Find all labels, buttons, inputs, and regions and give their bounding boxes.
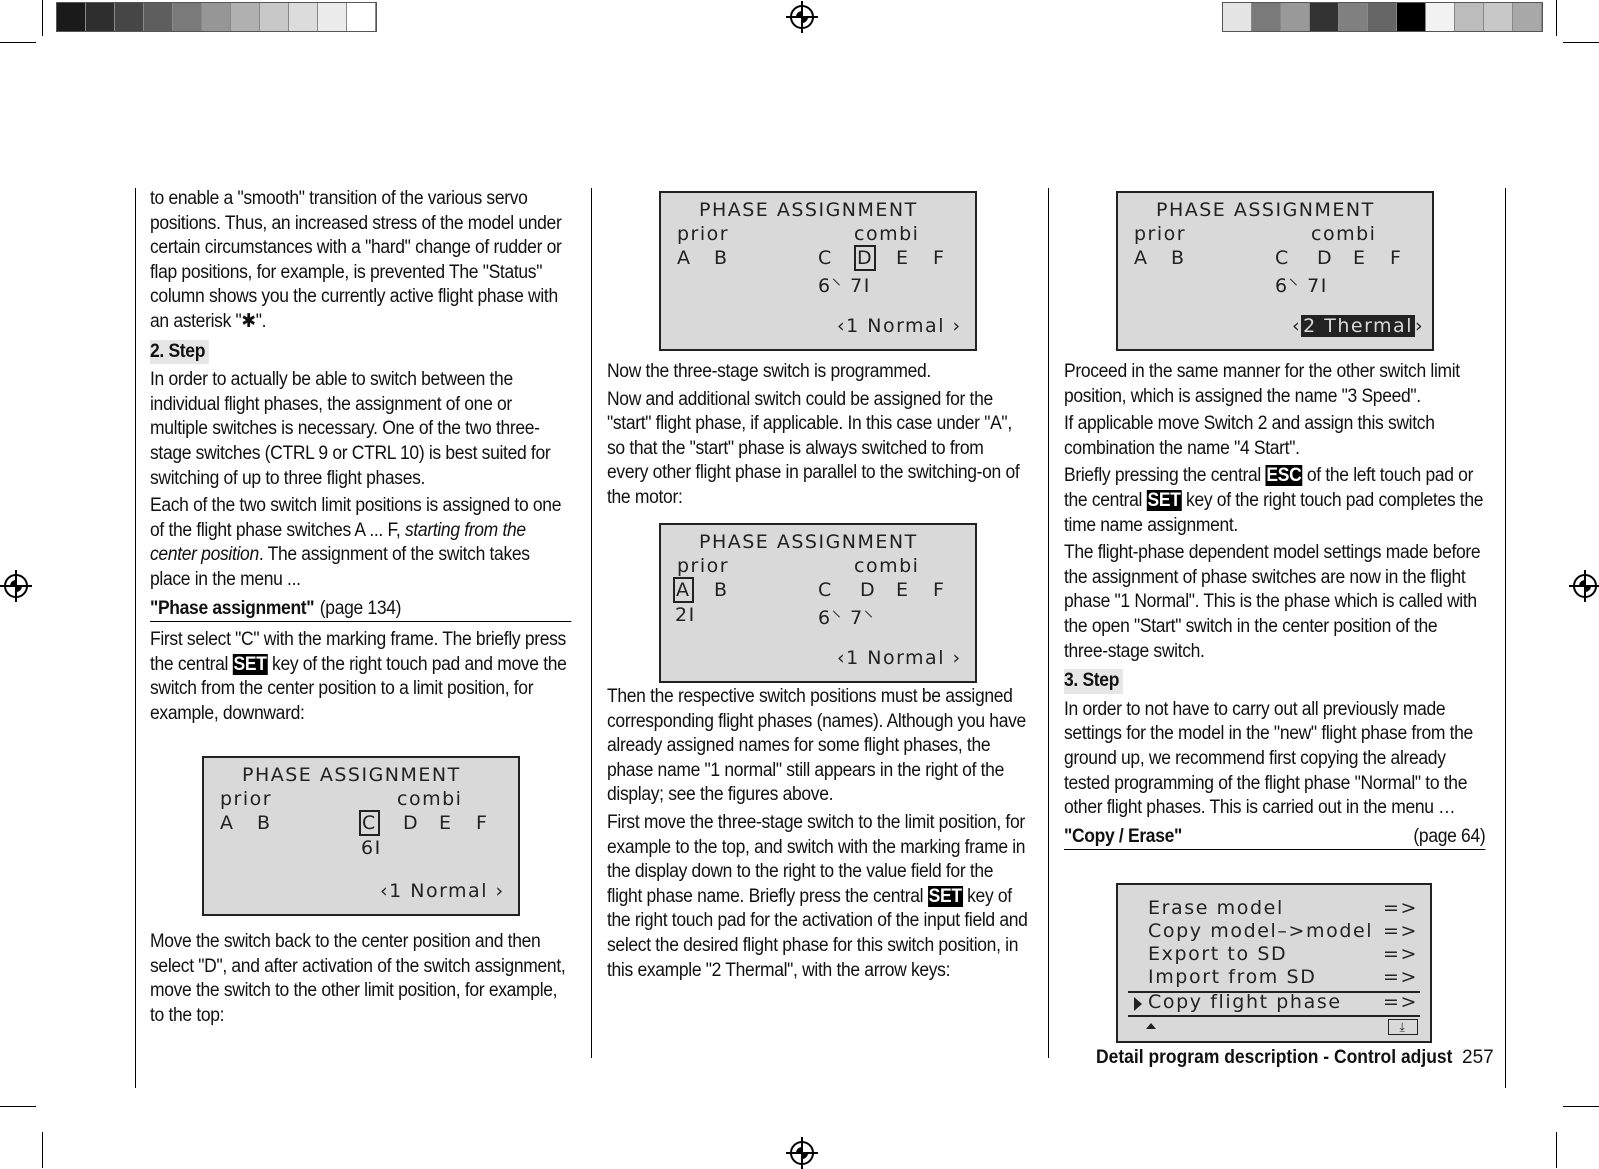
color-swatch [1368, 3, 1397, 31]
step-heading: 3. Step [1064, 669, 1123, 694]
column-rule [1048, 188, 1049, 1058]
set-key-label: SET [928, 885, 962, 907]
paragraph: Briefly pressing the central ESC of the left touch pad or the central SET key of the right touch pad completes the time name assignment. [1064, 465, 1484, 536]
column-3 [1064, 360, 1485, 856]
column-1-bottom [150, 930, 571, 1031]
crop-mark [42, 1132, 43, 1168]
crop-mark [0, 42, 36, 43]
color-bar-left [56, 2, 377, 32]
registration-mark-icon [4, 574, 28, 598]
registration-mark-icon [790, 5, 814, 29]
column-2-bottom [607, 685, 1028, 986]
menu-reference: "Copy / Erase" (page 64) [1064, 825, 1485, 851]
color-swatch [260, 3, 289, 31]
phase-assignment-display: PHASE ASSIGNMENT prior combi A B C D E F 6⸌ 7I ‹1 Normal › [659, 191, 977, 351]
color-swatch [1397, 3, 1426, 31]
color-swatch [1455, 3, 1484, 31]
paragraph: Proceed in the same manner for the other switch limit position, which is assigned the name "3 Speed". [1064, 361, 1460, 407]
paragraph: Move the switch back to the center position and then select "D", and after activation of the switch assignment, move the switch to the other limit position, for example, to the top: [150, 931, 566, 1026]
color-swatch [1223, 3, 1252, 31]
phase-name-field: ‹1 Normal › [380, 880, 505, 902]
column-2 [607, 360, 1028, 514]
paragraph: The flight-phase dependent model settings made before the assignment of phase switches are now in the flight phase "1 Normal". This is the phase which is called with the open "Start" switch in the center position of the three-stage switch. [1064, 542, 1481, 662]
paragraph: In order to not have to carry out all previously made settings for the model in the "new" flight phase from the ground up, we recommend first copying the already tested programming of the flight phase "Normal" to the other flight phases. This is carried out in the menu … [1064, 698, 1473, 819]
menu-item-copy-model: Copy model–>model => [1148, 920, 1418, 942]
color-swatch [347, 3, 376, 31]
crop-mark [1563, 1106, 1599, 1107]
paragraph: First select "C" with the marking frame. The briefly press the central SET key of the right touch pad and move the switch from the center position to a limit position, for example, downward: [150, 629, 567, 724]
paragraph: Then the respective switch positions must be assigned corresponding flight phases (names). Although you have already assigned names for some flight phases, the phase name "1 normal" still appears in the right of the display; see the figures above. [607, 686, 1026, 806]
menu-item-copy-flight-phase: Copy flight phase => [1148, 991, 1418, 1013]
color-swatch [1426, 3, 1455, 31]
scroll-end-icon: ⤓ [1388, 1019, 1418, 1035]
copy-erase-menu-display [1116, 883, 1432, 1043]
page-number: 257 [1462, 1047, 1494, 1068]
prior-label: prior [220, 788, 273, 810]
paragraph: Now the three-stage switch is programmed. [607, 361, 931, 382]
combi-label: combi [397, 788, 463, 810]
crop-mark [1556, 0, 1557, 36]
paragraph: Now and additional switch could be assigned for the "start" flight phase, if applicable. In this case under "A", so that the "start" phase is always switched to from every other flight phase in parallel to the switching-on of the motor: [607, 388, 1020, 508]
paragraph: Each of the two switch limit positions is assigned to one of the flight phase switches A ... F, starting from the center position. The assignment of the switch takes place in the menu ... [150, 495, 562, 590]
selection-cursor-icon [1134, 997, 1142, 1011]
phase-name-field: ‹ 2 Thermal › [1292, 315, 1425, 337]
crop-mark [0, 1106, 36, 1107]
selected-switch: D [857, 247, 874, 269]
color-bar-right [1222, 2, 1543, 32]
menu-item-import-sd: Import from SD => [1148, 966, 1418, 988]
registration-mark-icon [1573, 574, 1597, 598]
display-title: PHASE ASSIGNMENT [242, 764, 461, 786]
menu-item-erase-model: Erase model => [1148, 897, 1418, 919]
color-swatch [173, 3, 202, 31]
menu-reference: "Phase assignment" (page 134) [150, 597, 571, 623]
crop-mark [1556, 1132, 1557, 1168]
color-swatch [318, 3, 347, 31]
esc-key-label: ESC [1266, 465, 1302, 487]
column-rule [1505, 188, 1506, 1088]
footer-section-title: Detail program description - Control adjust [1096, 1047, 1453, 1068]
set-key-label: SET [233, 653, 267, 675]
color-swatch [202, 3, 231, 31]
phase-assignment-display: PHASE ASSIGNMENT prior combi A B C D E F 2I 6⸌ 7⸌ ‹1 Normal › [659, 523, 977, 683]
paragraph: If applicable move Switch 2 and assign this switch combination the name "4 Start". [1064, 413, 1435, 459]
paragraph: In order to actually be able to switch between the individual flight phases, the assignment of one or multiple switches is necessary. One of the two three-stage switches (CTRL 9 or CTRL 10) is best suited for switching of up to three flight phases. [150, 369, 551, 489]
selected-switch: A [676, 579, 691, 601]
color-swatch [1513, 3, 1542, 31]
crop-mark [1563, 42, 1599, 43]
color-swatch [115, 3, 144, 31]
scroll-up-icon [1146, 1023, 1156, 1029]
color-swatch [289, 3, 318, 31]
color-swatch [86, 3, 115, 31]
phase-assignment-display: PHASE ASSIGNMENT prior combi A B C D E F 6⸌ 7I ‹ 2 Thermal › [1116, 191, 1434, 351]
color-swatch [57, 3, 86, 31]
menu-item-export-sd: Export to SD => [1148, 943, 1418, 965]
color-swatch [1339, 3, 1368, 31]
selected-switch: C [362, 812, 377, 834]
phase-assignment-display: PHASE ASSIGNMENT prior combi A B C D E F 6I ‹1 Normal › [202, 756, 520, 916]
color-swatch [144, 3, 173, 31]
set-key-label: SET [1147, 489, 1181, 511]
color-swatch [1484, 3, 1513, 31]
column-rule [591, 188, 592, 1058]
color-swatch [1310, 3, 1339, 31]
step-heading: 2. Step [150, 340, 209, 365]
paragraph: First move the three-stage switch to the limit position, for example to the top, and switch with the marking frame in the display down to the right to the value field for the flight phase name. Briefly press the central SET key of the right touch pad for the activation of the input field and select the desired flight phase for this switch position, in this example "2 Thermal", with the arrow keys: [607, 811, 1028, 981]
crop-mark [42, 0, 43, 36]
color-swatch [1252, 3, 1281, 31]
color-swatch [231, 3, 260, 31]
column-rule [135, 188, 136, 1088]
color-swatch [1281, 3, 1310, 31]
column-1 [150, 187, 571, 729]
paragraph: to enable a "smooth" transition of the various servo positions. Thus, an increased stress of the model under certain circumstances with a "hard" change of rudder or flap positions, for example, is prevented The "Status" column shows you the currently active flight phase with an asterisk "✱". [150, 188, 562, 332]
registration-mark-icon [790, 1141, 814, 1165]
